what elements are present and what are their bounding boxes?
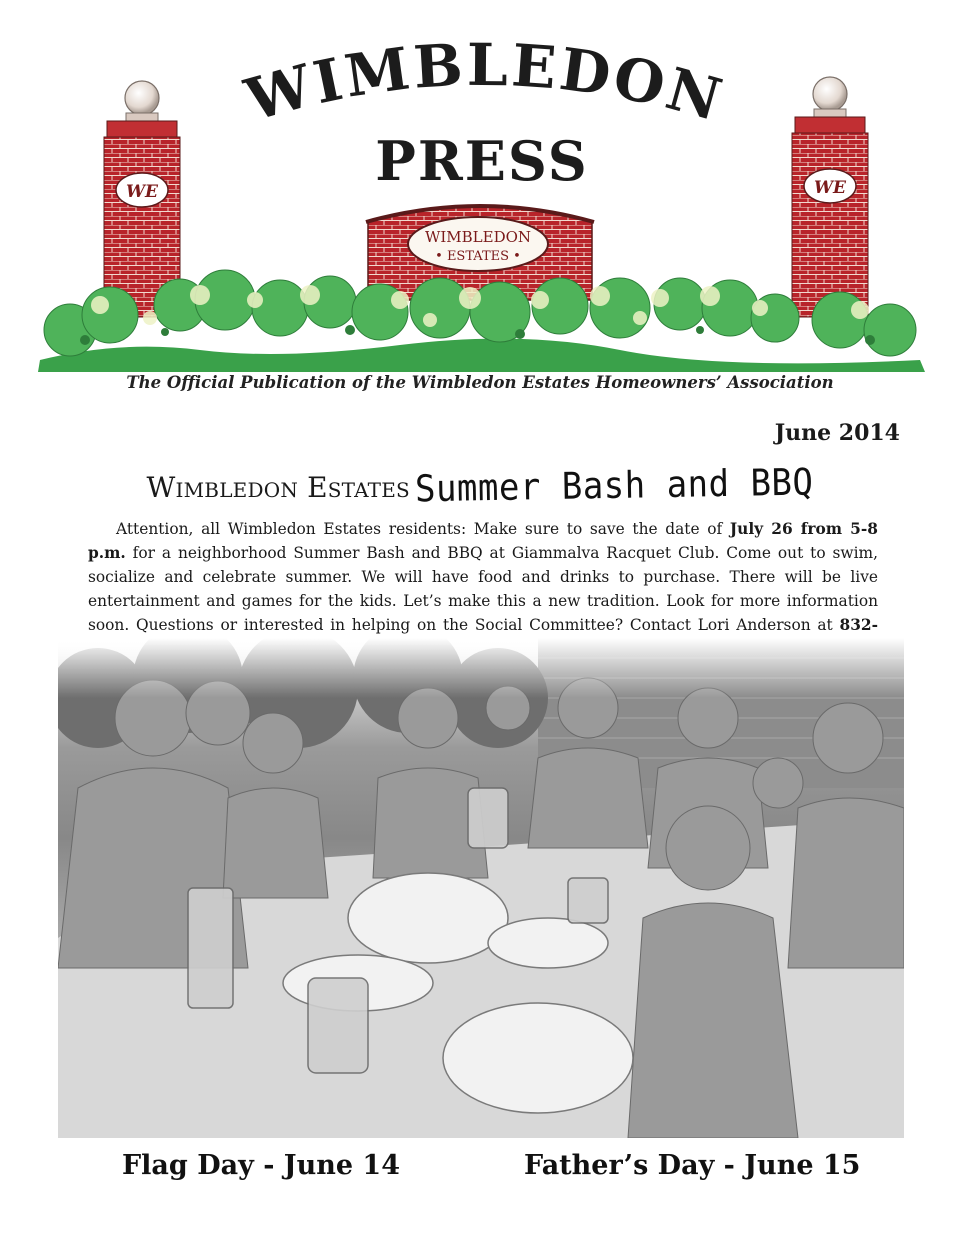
masthead-title-line2: PRESS [375, 129, 589, 193]
photo-illustration [58, 638, 904, 1138]
article-text-1: Attention, all Wimbledon Estates residents: Make sure to save the date of [116, 520, 730, 538]
article-headline [0, 460, 960, 512]
sign-text-line2: • ESTATES • [435, 249, 521, 264]
left-pillar-monogram: WE [125, 182, 159, 202]
sign-text-line1: WIMBLEDON [424, 228, 532, 246]
masthead-illustration [0, 0, 960, 380]
headline-fancy: Summer Bash and BBQ [414, 460, 814, 512]
contact-phone: 832- [839, 616, 878, 634]
masthead-tagline: The Official Publication of the Wimbledon Estates Homeowners’ Association [126, 373, 834, 392]
headline-plain: Wimbledon Estates [146, 471, 410, 504]
family-bbq-photo [58, 638, 904, 1138]
masthead-title-line1: WIMBLEDON [238, 30, 732, 136]
issue-date: June 2014 [774, 420, 900, 446]
right-pillar [792, 77, 868, 317]
event-date-time: July 26 from 5-8 p.m. [88, 520, 878, 562]
masthead [0, 0, 960, 380]
article-text-2: for a neighborhood Summer Bash and BBQ at Giammalva Racquet Club. Come out to swim, socialize and celebrate summer. We will have food and drinks to purchase. There will be live entertainment and games for the kids. Let’s make this a new tradition. Look for more information soon. Questions or interested in helping on the Social Committee? Contact Lori Anderson at [88, 544, 878, 634]
event-fathers-day: Father’s Day - June 15 [524, 1150, 861, 1181]
right-pillar-monogram: WE [813, 178, 847, 198]
event-flag-day: Flag Day - June 14 [122, 1150, 400, 1181]
